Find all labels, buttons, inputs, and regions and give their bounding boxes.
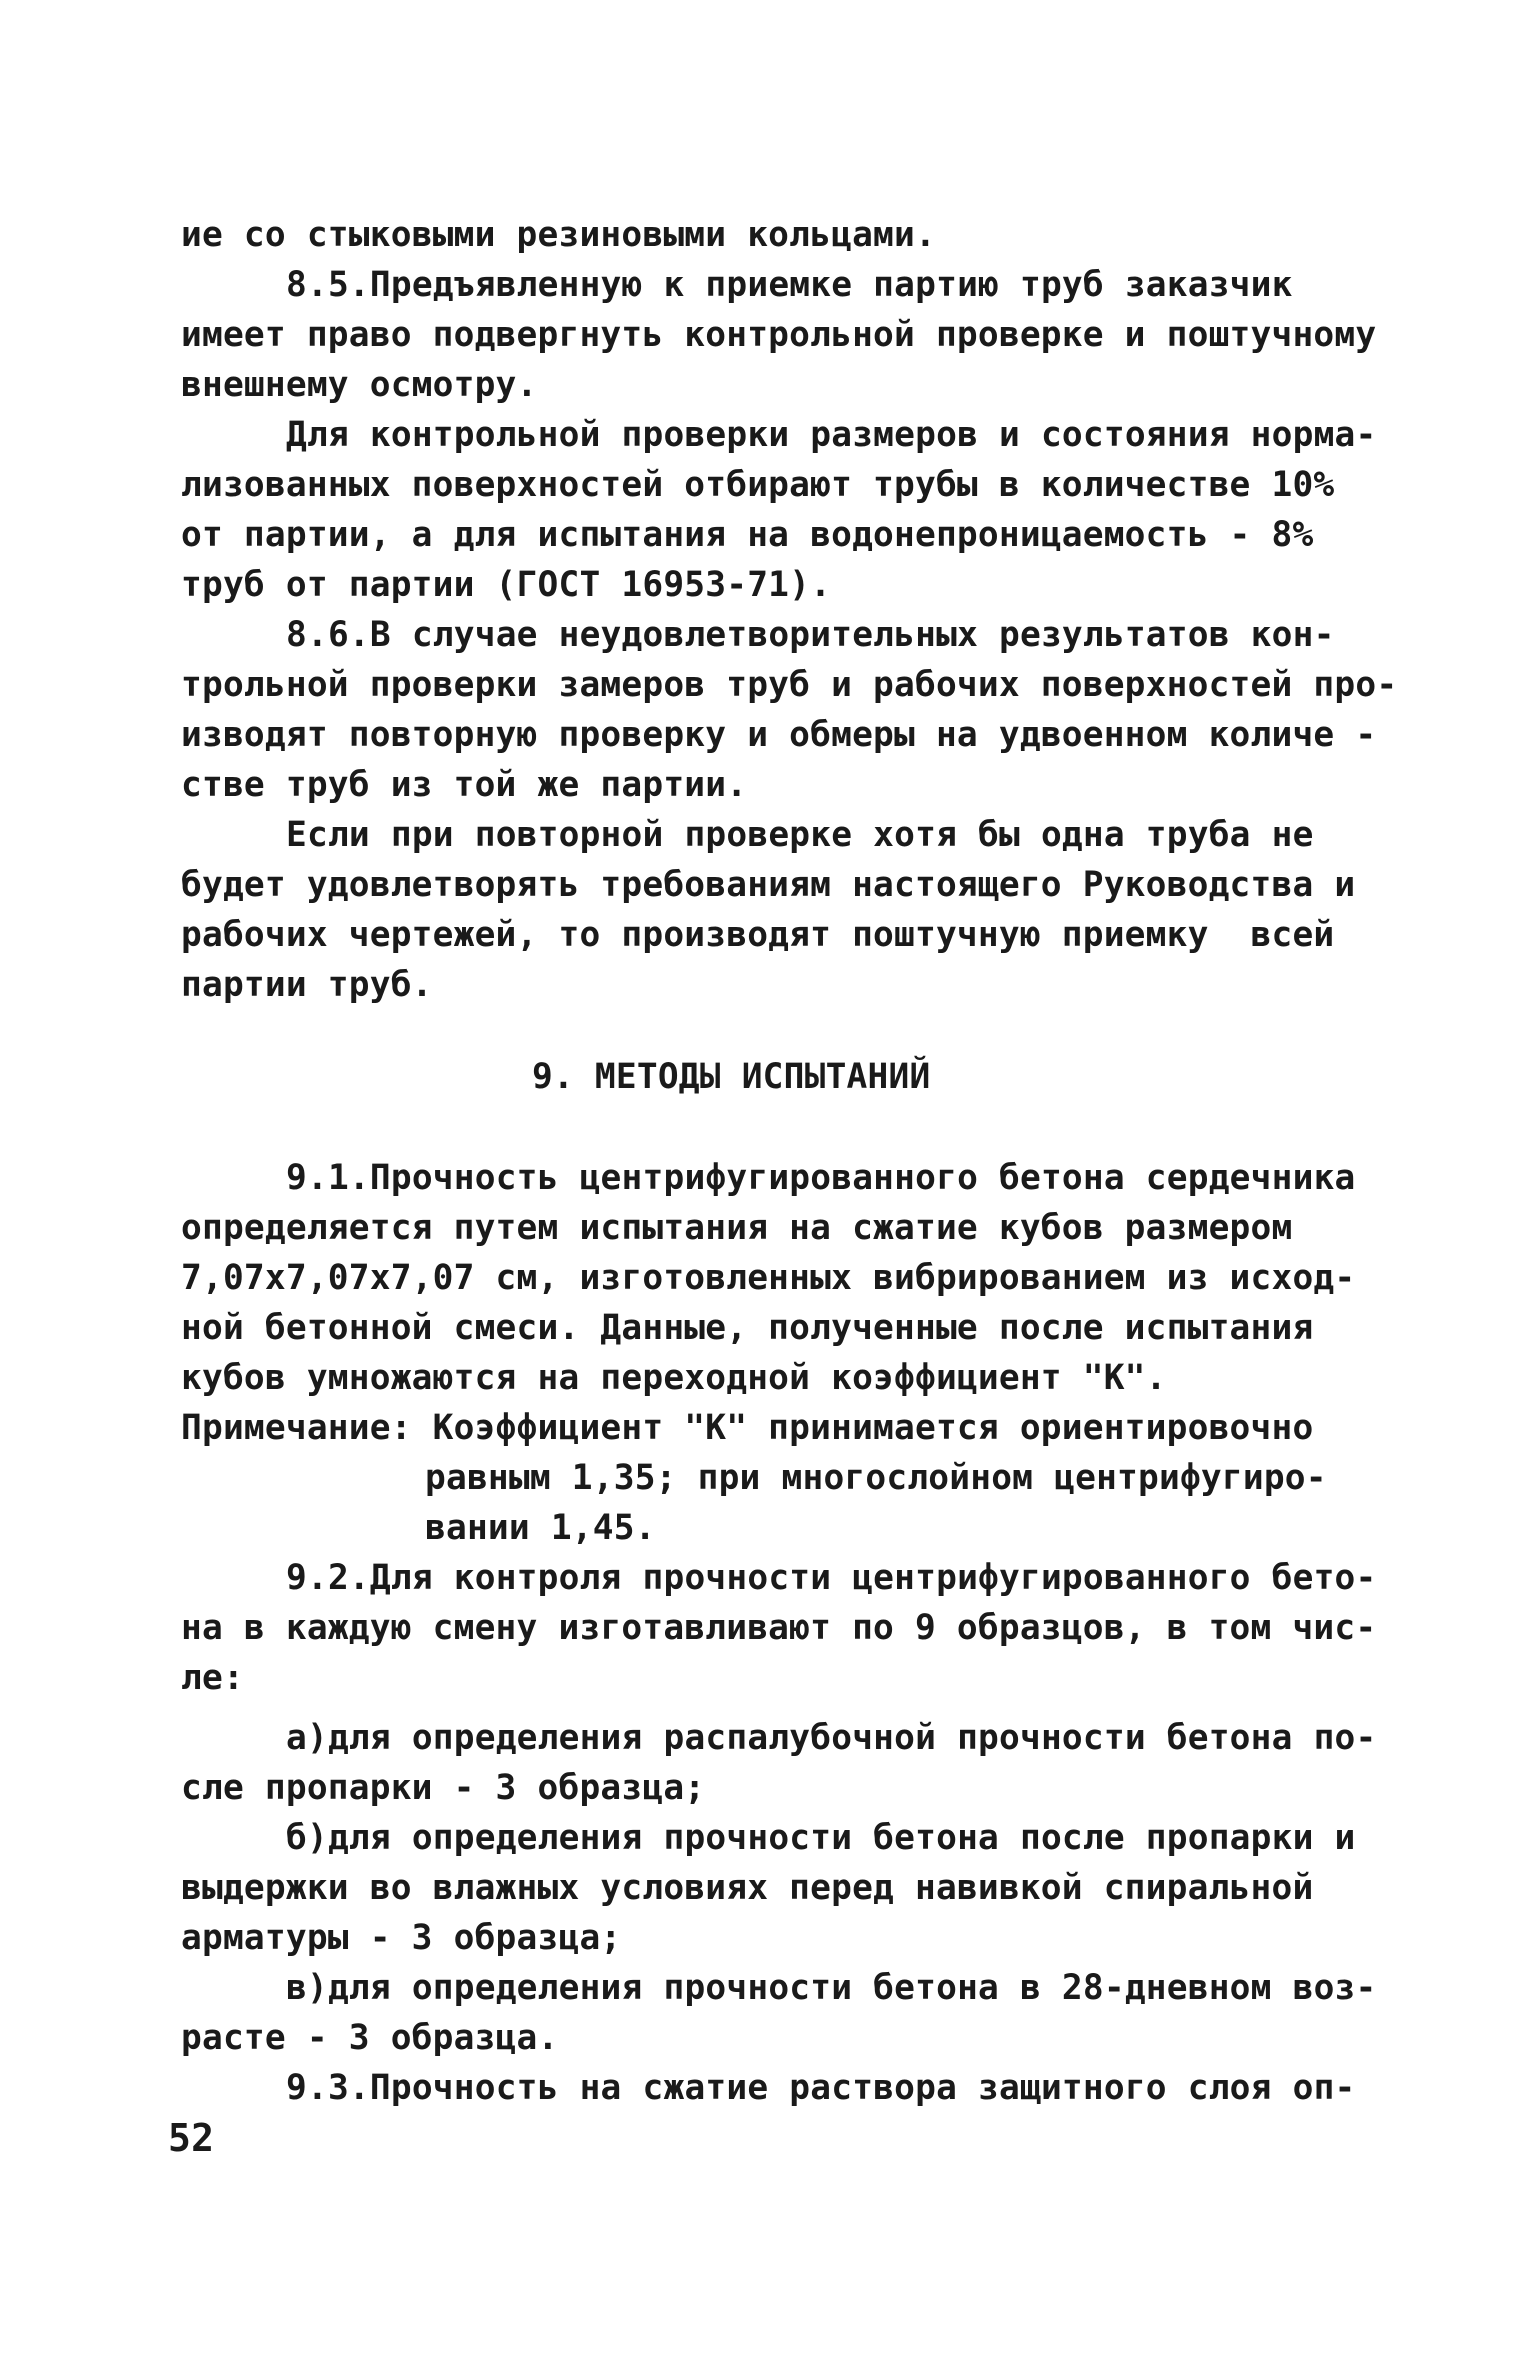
text-line: стве труб из той же партии. [181,765,748,805]
text-line: выдержки во влажных условиях перед навивкой спиральной [181,1868,1314,1908]
text-line: будет удовлетворять требованиям настоящего Руководства и [181,865,1356,905]
note-line: вании 1,45. [425,1508,656,1548]
text-line: лизованных поверхностей отбирают трубы в количестве 10% [181,465,1335,505]
text-line: на в каждую смену изготавливают по 9 образцов, в том чис- [181,1608,1377,1648]
text-line: 8.5.Предъявленную к приемке партию труб заказчик [286,265,1293,305]
text-line: ие со стыковыми резиновыми кольцами. [181,215,936,255]
text-line: 7,07х7,07х7,07 см, изготовленных вибрированием из исход- [181,1258,1356,1298]
text-line: имеет право подвергнуть контрольной проверке и поштучному [181,315,1377,355]
text-line: Для контрольной проверки размеров и состояния норма- [286,415,1377,455]
text-line: 9.3.Прочность на сжатие раствора защитного слоя оп- [286,2068,1356,2108]
text-line: от партии, а для испытания на водонепроницаемость - 8% [181,515,1314,555]
text-line: б)для определения прочности бетона после пропарки и [286,1818,1356,1858]
text-line: труб от партии (ГОСТ 16953-71). [181,565,832,605]
text-line: расте - 3 образца. [181,2018,559,2058]
text-line: ле: [181,1658,244,1698]
text-line: ной бетонной смеси. Данные, полученные после испытания [181,1308,1314,1348]
text-line: 9.2.Для контроля прочности центрифугированного бето- [286,1558,1377,1598]
text-line: рабочих чертежей, то производят поштучную приемку всей [181,915,1335,955]
text-line: в)для определения прочности бетона в 28-дневном воз- [286,1968,1377,2008]
text-line: трольной проверки замеров труб и рабочих поверхностей про- [181,665,1398,705]
text-line: 8.6.В случае неудовлетворительных результатов кон- [286,615,1335,655]
text-line: сле пропарки - 3 образца; [181,1768,706,1808]
text-line: а)для определения распалубочной прочности бетона по- [286,1718,1377,1758]
section-heading: 9. МЕТОДЫ ИСПЫТАНИЙ [532,1057,931,1097]
text-line: партии труб. [181,965,433,1005]
text-line: внешнему осмотру. [181,365,538,405]
text-line: кубов умножаются на переходной коэффициент "К". [181,1358,1167,1398]
text-line: определяется путем испытания на сжатие кубов размером [181,1208,1293,1248]
text-line: изводят повторную проверку и обмеры на удвоенном количе - [181,715,1377,755]
text-line: Если при повторной проверке хотя бы одна труба не [286,815,1314,855]
page-number: 52 [168,2116,215,2160]
note-line: равным 1,35; при многослойном центрифугиро- [425,1458,1327,1498]
note-line: Примечание: Коэффициент "К" принимается ориентировочно [181,1408,1314,1448]
text-line: арматуры - 3 образца; [181,1918,622,1958]
text-line: 9.1.Прочность центрифугированного бетона сердечника [286,1158,1356,1198]
